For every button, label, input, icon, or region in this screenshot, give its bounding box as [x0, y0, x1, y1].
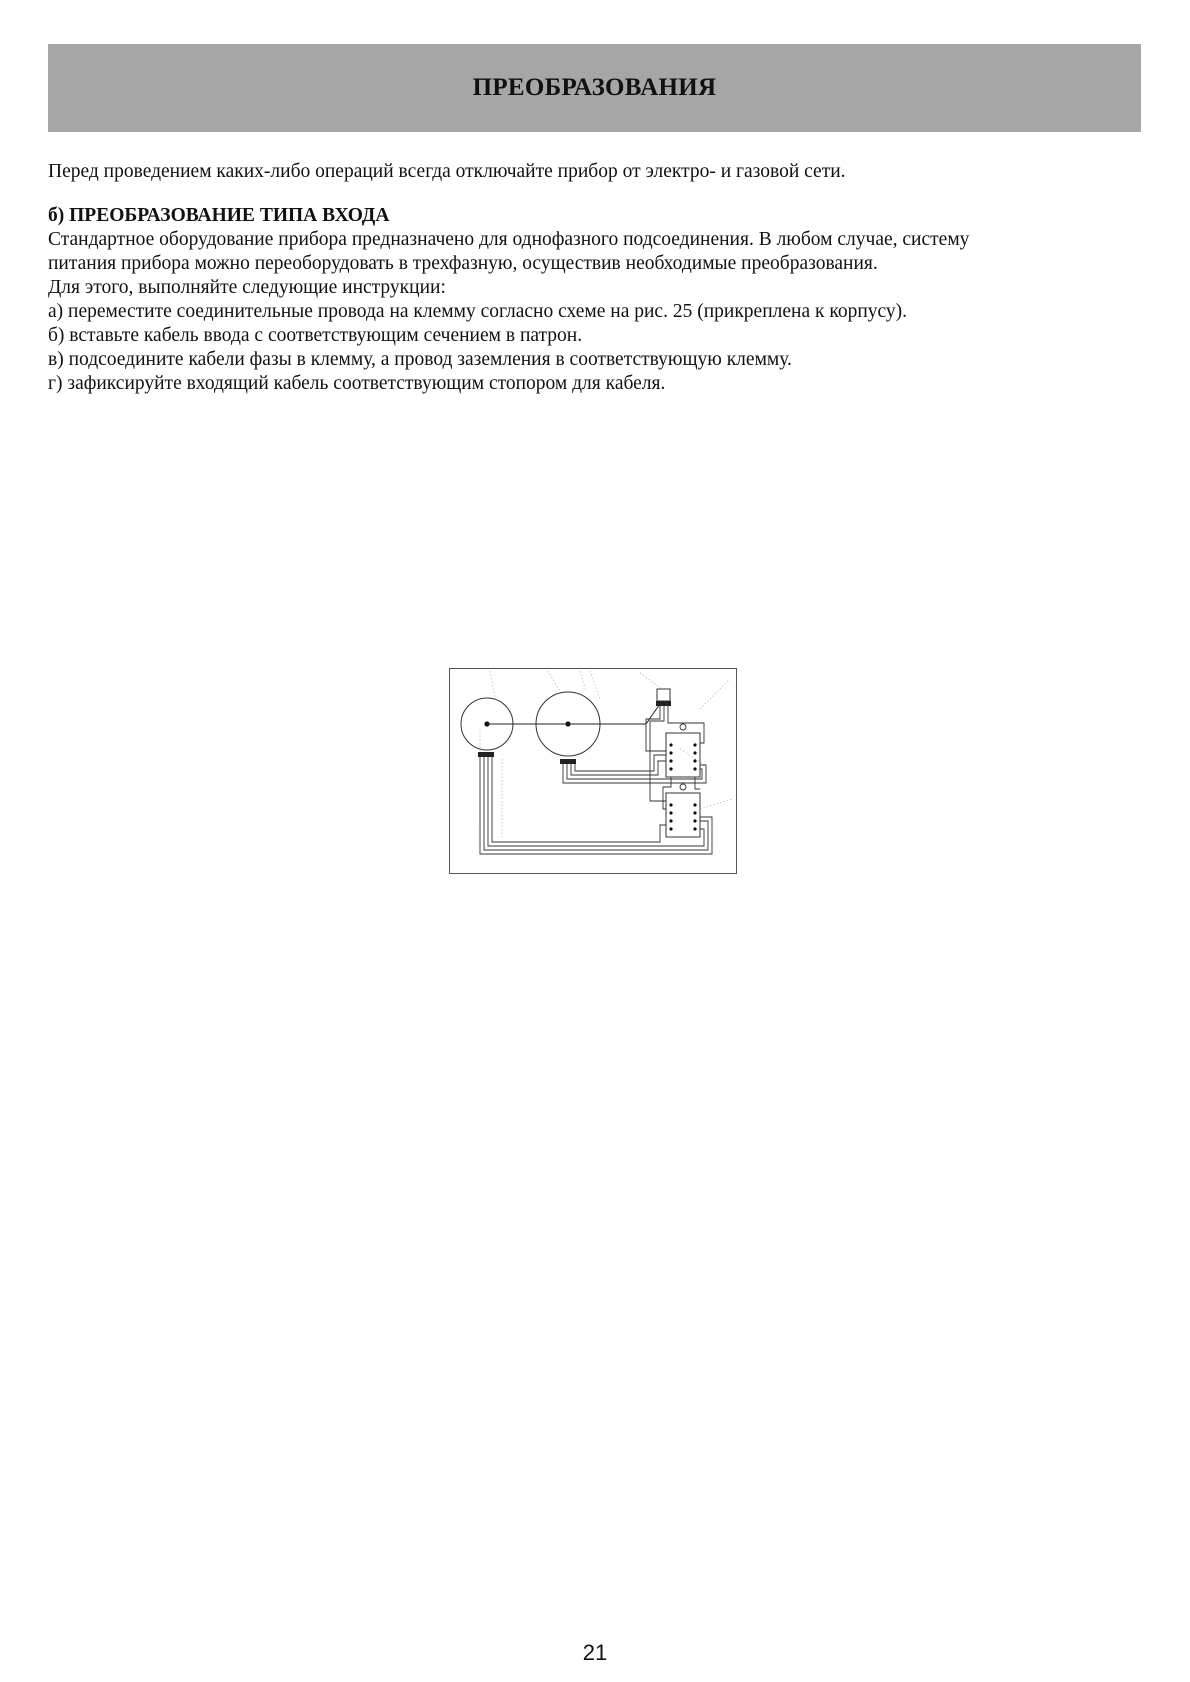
instruction-step-d: г) зафиксируйте входящий кабель соответствующим стопором для кабеля.	[48, 373, 666, 394]
instruction-step-c: в) подсоедините кабели фазы в клемму, а провод заземления в соответствующую клемму.	[48, 349, 792, 370]
instructions-lead: Для этого, выполняйте следующие инструкции:	[48, 277, 446, 298]
wiring-diagram-icon	[450, 669, 736, 873]
instruction-step-a: а) переместите соединительные провода на клемму согласно схеме на рис. 25 (прикреплена к корпусу).	[48, 301, 908, 322]
page-number: 21	[582, 1640, 608, 1665]
instruction-step-b: б) вставьте кабель ввода с соответствующим сечением в патрон.	[48, 325, 583, 346]
main-content	[48, 160, 1141, 396]
intro-line-1: Стандартное оборудование прибора предназначено для однофазного подсоединения. В любом случае, систему	[48, 229, 970, 250]
wiring-diagram-figure	[449, 668, 737, 874]
section-title: б) ПРЕОБРАЗОВАНИЕ ТИПА ВХОДА	[48, 205, 390, 226]
intro-line-2: питания прибора можно переоборудовать в трехфазную, осуществив необходимые преобразования.	[48, 253, 878, 274]
safety-warning: Перед проведением каких-либо операций всегда отключайте прибор от электро- и газовой сети.	[48, 161, 846, 182]
page-title: ПРЕОБРАЗОВАНИЯ	[472, 74, 717, 101]
header-band	[48, 44, 1141, 132]
instruction-steps	[48, 300, 1141, 396]
